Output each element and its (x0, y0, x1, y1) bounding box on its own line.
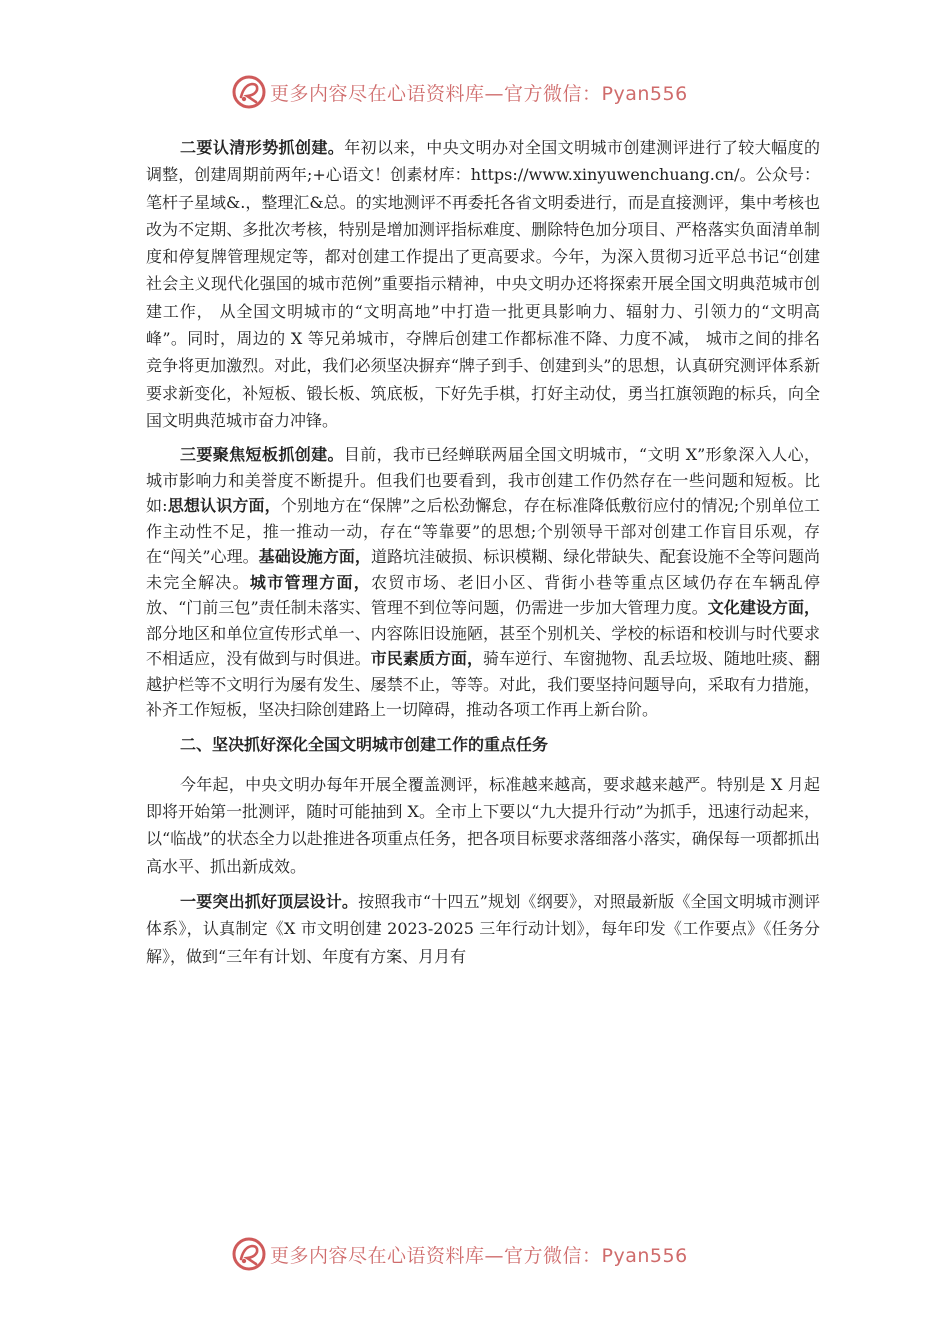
subheading-city-management: 城市管理方面， (249, 572, 372, 592)
paragraph-text: 按照我市“十四五”规划《纲要》，对照最新版《全国文明城市测评体系》，认真制定《X 市文明创建 2023-2025 三年行动计划》，每年印发《工作要点》《任务分解》，做到“三年有计划、年度有方案、月月有 (146, 891, 820, 966)
subheading-thought: 思想认识方面， (167, 496, 281, 516)
paragraph-text: 农贸市场、老旧小区、背街小巷等重点区域仍存在车辆乱停放、“门前三包”责任制未落实、管理不到位等问题，仍需进一步加大管理力度。 (146, 572, 820, 618)
footer-banner (232, 1236, 688, 1272)
subheading-culture: 文化建设方面， (707, 598, 820, 618)
paragraph-heading: 一要突出抓好顶层设计。 (180, 891, 359, 911)
paragraph-text: 骑车逆行、车窗抛物、乱丢垃圾、随地吐痰、翻越护栏等不文明行为屡有发生、屡禁不止，等等。对此，我们要坚持问题导向，采取有力措施，补齐工作短板，坚决扫除创建路上一切障碍，推动各项工作再上新台阶。 (146, 649, 820, 720)
paragraph-text: 部分地区和单位宣传形式单一、内容陈旧设施陋，甚至个别机关、学校的标语和校训与时代要求不相适应，没有做到与时俱进。 (146, 623, 820, 669)
paragraph-text: 年初以来，中央文明办对全国文明城市创建测评进行了较大幅度的调整，创建周期前两年;+心语文！创素材库：https://www.xinyuwenchuang.cn/。公众号：笔杆子星域&.，整理汇&总。的实地测评不再委托各省文明委进行，而是直接测评，集中考核也改为不定期、多批次考核，特别是增加测评指标难度、删除特色加分项目、严格落实负面清单制度和停复牌管理规定等，都对创建工作提出了更高要求。今年，为深入贯彻习近平总书记“创建社会主义现代化强国的城市范例”重要指示精神，中央文明办还将探索开展全国文明典范城市创建工作， 从全国文明城市的“文明高地”中打造一批更具影响力、辐射力、引领力的“文明高峰”。同时，周边的 X 等兄弟城市，夺牌后创建工作都标准不降、力度不减， 城市之间的排名竞争将更加激烈。对此，我们必须坚决摒弃“牌子到手、创建到头”的思想，认真研究测评体系新要求新变化，补短板、锻长板、筑底板，下好先手棋，打好主动仗，勇当扛旗领跑的标兵，向全国文明典范城市奋力冲锋。 (146, 138, 820, 430)
paragraph-1 (146, 134, 820, 434)
brand-logo-icon (232, 75, 266, 109)
document-body (146, 134, 820, 978)
brand-logo-icon (232, 1237, 266, 1271)
subheading-citizen: 市民素质方面， (370, 649, 484, 669)
header-banner (232, 74, 688, 110)
paragraph-3 (146, 771, 820, 880)
paragraph-2 (146, 442, 820, 723)
paragraph-heading: 三要聚焦短板抓创建。 (180, 445, 344, 465)
paragraph-text: 今年起，中央文明办每年开展全覆盖测评，标准越来越高，要求越来越严。特别是 X 月起即将开始第一批测评，随时可能抽到 X。全市上下要以“九大提升行动”为抓手，迅速行动起来，以“临战”的状态全力以赴推进各项重点任务，把各项目标要求落细落小落实，确保每一项都抓出高水平、抓出新成效。 (146, 774, 820, 876)
banner-text: 更多内容尽在心语资料库—官方微信：Pyan556 (270, 82, 688, 105)
paragraph-heading: 二要认清形势抓创建。 (180, 138, 345, 157)
paragraph-text: 目前，我市已经蝉联两届全国文明城市，“文明 X”形象深入人心，城市影响力和美誉度不断提升。但我们也要看到，我市创建工作仍然存在一些问题和短板。比如: (146, 445, 820, 516)
banner-text: 更多内容尽在心语资料库—官方微信：Pyan556 (270, 1244, 688, 1267)
subheading-infrastructure: 基础设施方面， (258, 547, 371, 567)
paragraph-4 (146, 888, 820, 970)
paragraph-text: 道路坑洼破损、标识模糊、绿化带缺失、配套设施不全等问题尚未完全解决。 (146, 547, 820, 592)
section-title: 二、坚决抓好深化全国文明城市创建工作的重点任务 (180, 734, 549, 754)
paragraph-text: 个别地方在“保牌”之后松劲懈怠，存在标准降低敷衍应付的情况;个别单位工作主动性不足，推一推动一动，存在“等靠要”的思想;个别领导干部对创建工作盲目乐观，存在“闯关”心理。 (146, 496, 820, 567)
